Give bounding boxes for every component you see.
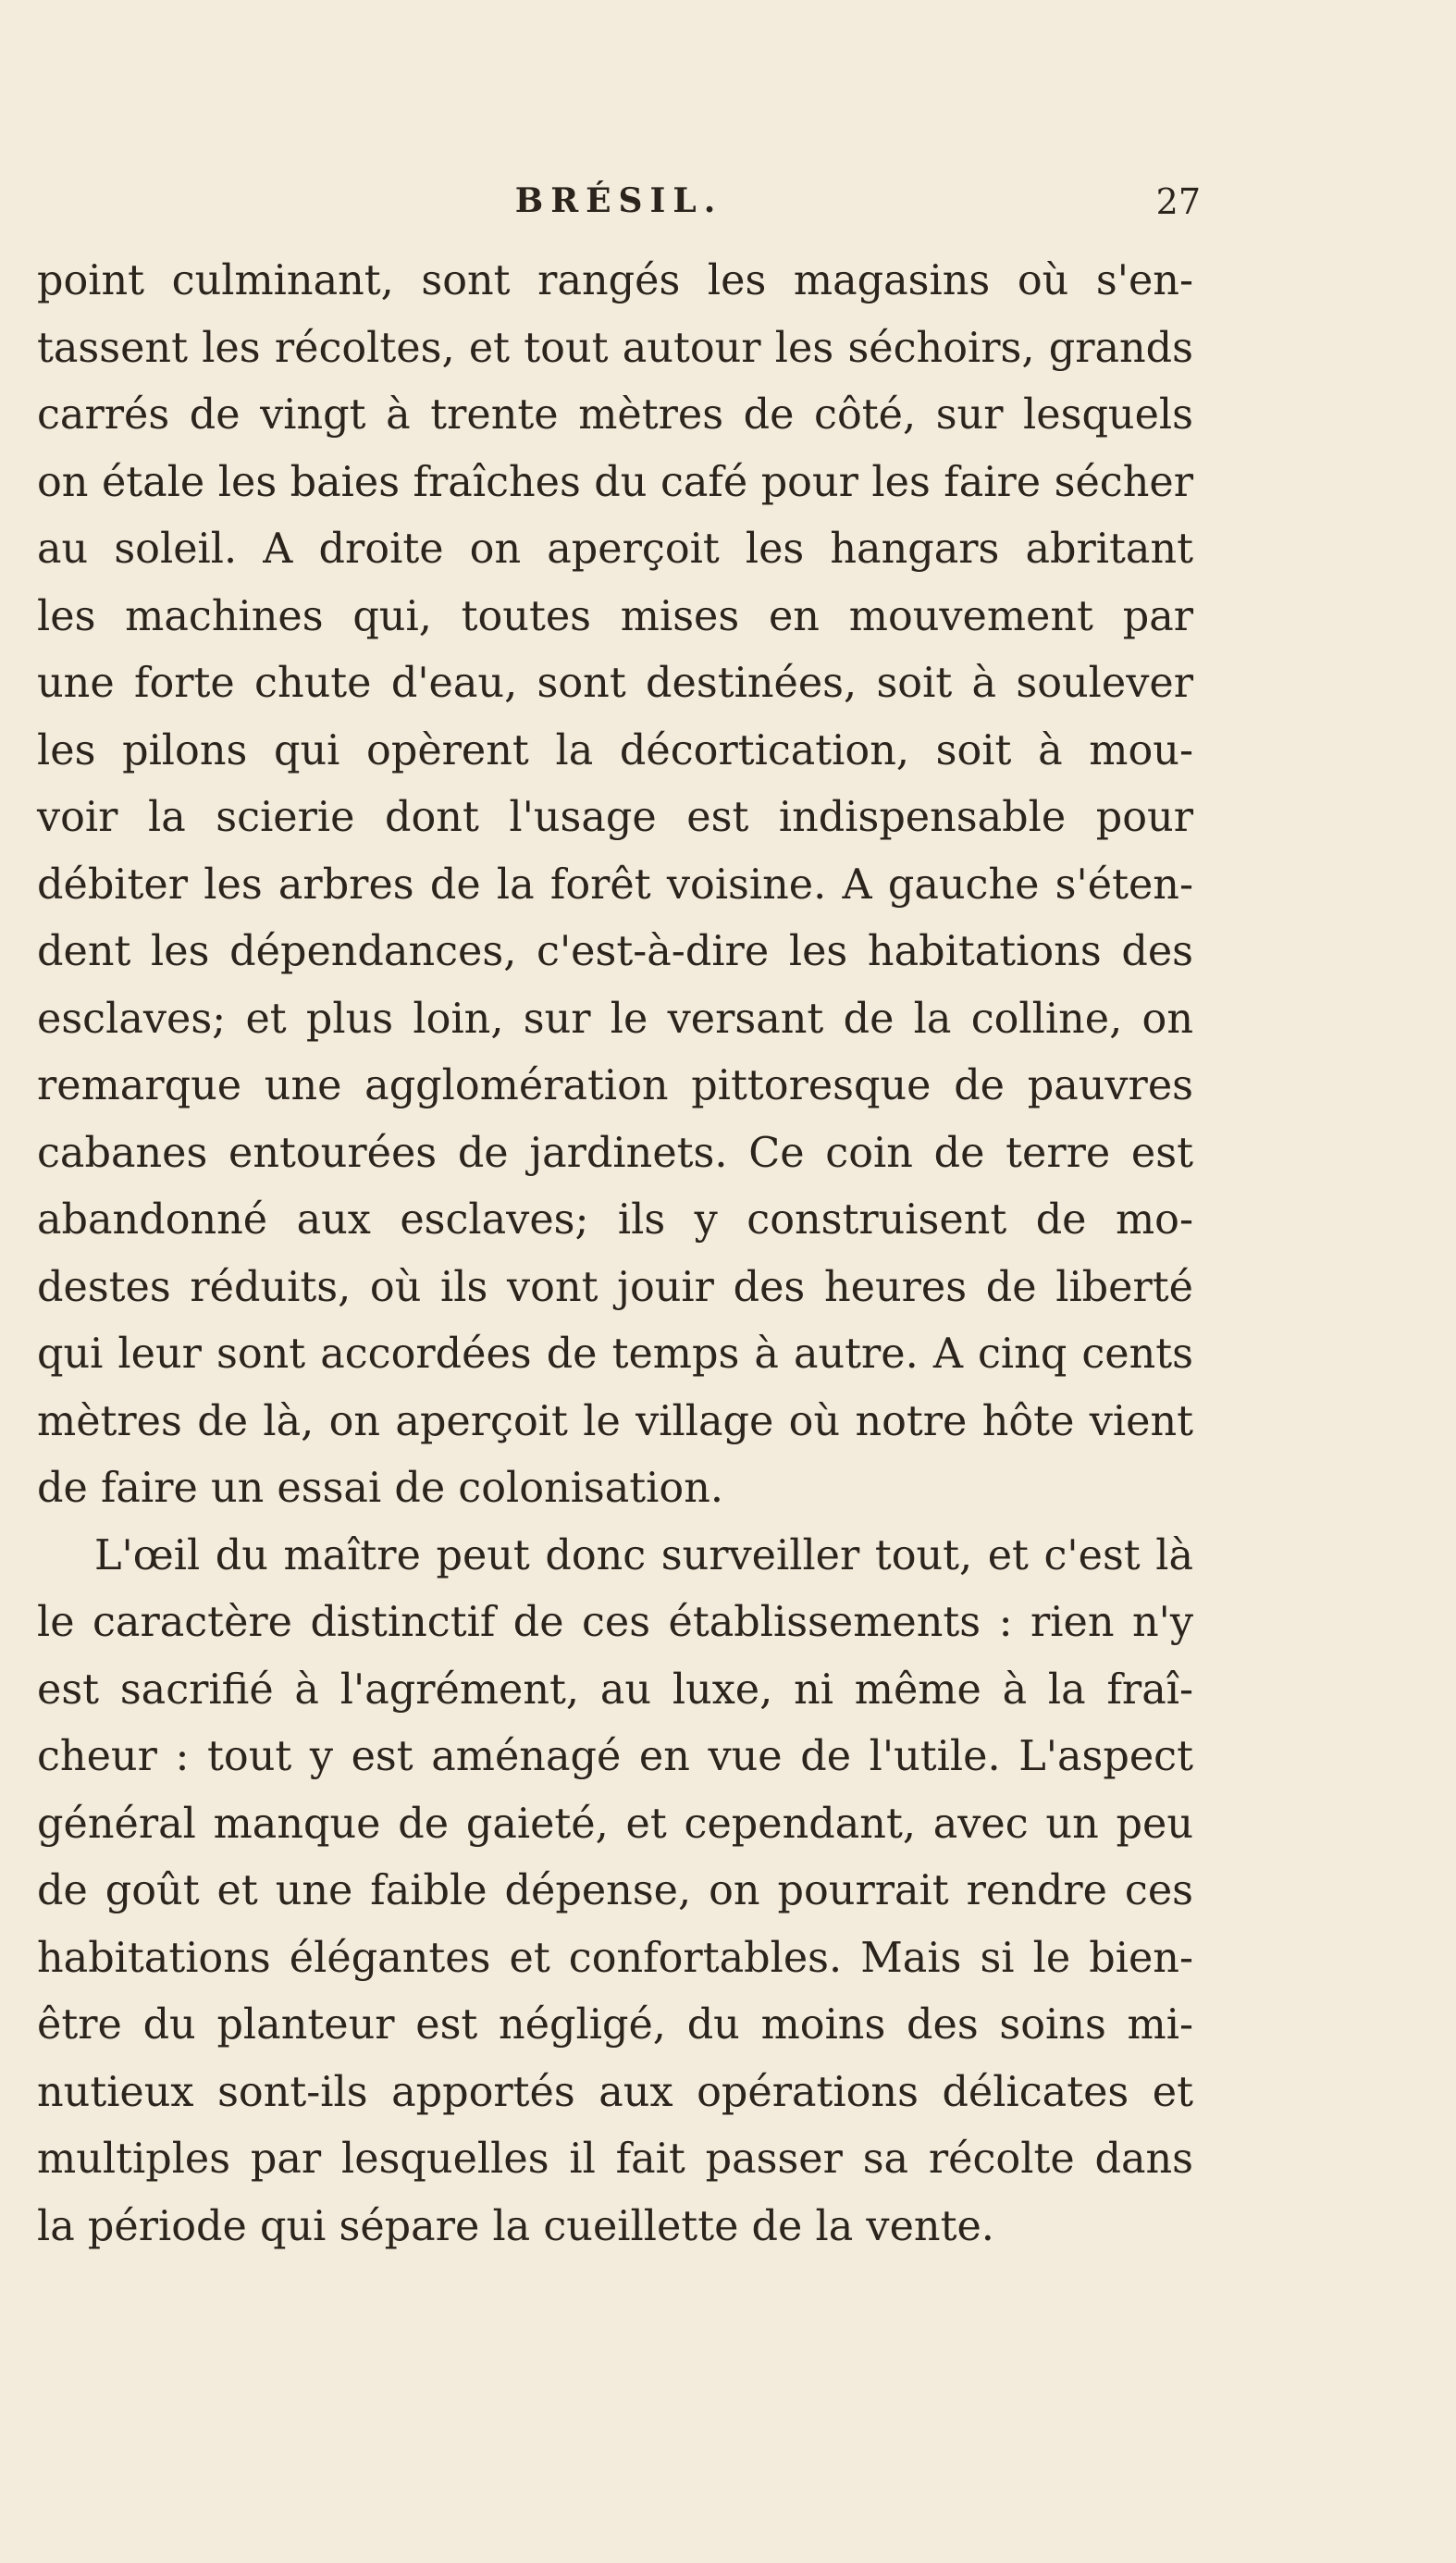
- running-head: BRÉSIL.: [514, 181, 723, 220]
- text-line: nutieux sont-ils apportés aux opérations délicates et: [37, 2068, 1193, 2116]
- text-line: le caractère distinctif de ces établissements : rien n'y: [37, 1599, 1193, 1646]
- text-line: au soleil. A droite on aperçoit les hangars abritant: [37, 526, 1193, 573]
- text-line: mètres de là, on aperçoit le village où notre hôte vient: [37, 1397, 1193, 1445]
- text-line: de faire un essai de colonisation.: [37, 1465, 724, 1512]
- text-line: est sacrifié à l'agrément, au luxe, ni même à la fraî-: [37, 1665, 1193, 1714]
- text-line: les machines qui, toutes mises en mouvement par: [37, 592, 1193, 640]
- page-header: [37, 181, 1201, 237]
- text-line: débiter les arbres de la forêt voisine. A gauche s'éten-: [37, 861, 1193, 909]
- text-line: la période qui sépare la cueillette de la vente.: [37, 2202, 994, 2250]
- text-line: multiples par lesquelles il fait passer sa récolte dans: [37, 2136, 1193, 2183]
- text-line: les pilons qui opèrent la décortication, soit à mou-: [37, 726, 1193, 774]
- text-line: de goût et une faible dépense, on pourrait rendre ces: [37, 1867, 1193, 1914]
- page-number: 27: [1155, 181, 1201, 222]
- text-line: destes réduits, où ils vont jouir des heures de liberté: [37, 1263, 1193, 1311]
- text-line: on étale les baies fraîches du café pour les faire sécher: [37, 458, 1193, 506]
- text-line: abandonné aux esclaves; ils y construisent de mo-: [37, 1196, 1193, 1244]
- text-line: tassent les récoltes, et tout autour les séchoirs, grands: [37, 324, 1193, 372]
- text-line: une forte chute d'eau, sont destinées, soit à soulever: [37, 660, 1193, 707]
- body-text: [37, 248, 1193, 2260]
- text-line: esclaves; et plus loin, sur le versant de la colline, on: [37, 995, 1193, 1043]
- text-line: L'œil du maître peut donc surveiller tout, et c'est là: [94, 1531, 1193, 1579]
- text-line: être du planteur est négligé, du moins des soins mi-: [37, 2001, 1193, 2049]
- text-line: cabanes entourées de jardinets. Ce coin de terre est: [37, 1129, 1193, 1177]
- text-line: carrés de vingt à trente mètres de côté, sur lesquels: [37, 391, 1193, 439]
- paragraph-1: [37, 248, 1193, 1523]
- text-line: qui leur sont accordées de temps à autre. A cinq cents: [37, 1331, 1193, 1378]
- text-line: cheur : tout y est aménagé en vue de l'utile. L'aspect: [37, 1733, 1193, 1780]
- text-line: dent les dépendances, c'est-à-dire les habitations des: [37, 928, 1193, 975]
- text-line: habitations élégantes et confortables. Mais si le bien-: [37, 1934, 1193, 1982]
- paragraph-2: [37, 1523, 1193, 2261]
- text-line: remarque une agglomération pittoresque de pauvres: [37, 1062, 1193, 1109]
- text-line: général manque de gaieté, et cependant, avec un peu: [37, 1800, 1193, 1848]
- text-line: voir la scierie dont l'usage est indispensable pour: [37, 794, 1193, 841]
- text-line: point culminant, sont rangés les magasins où s'en-: [37, 257, 1193, 304]
